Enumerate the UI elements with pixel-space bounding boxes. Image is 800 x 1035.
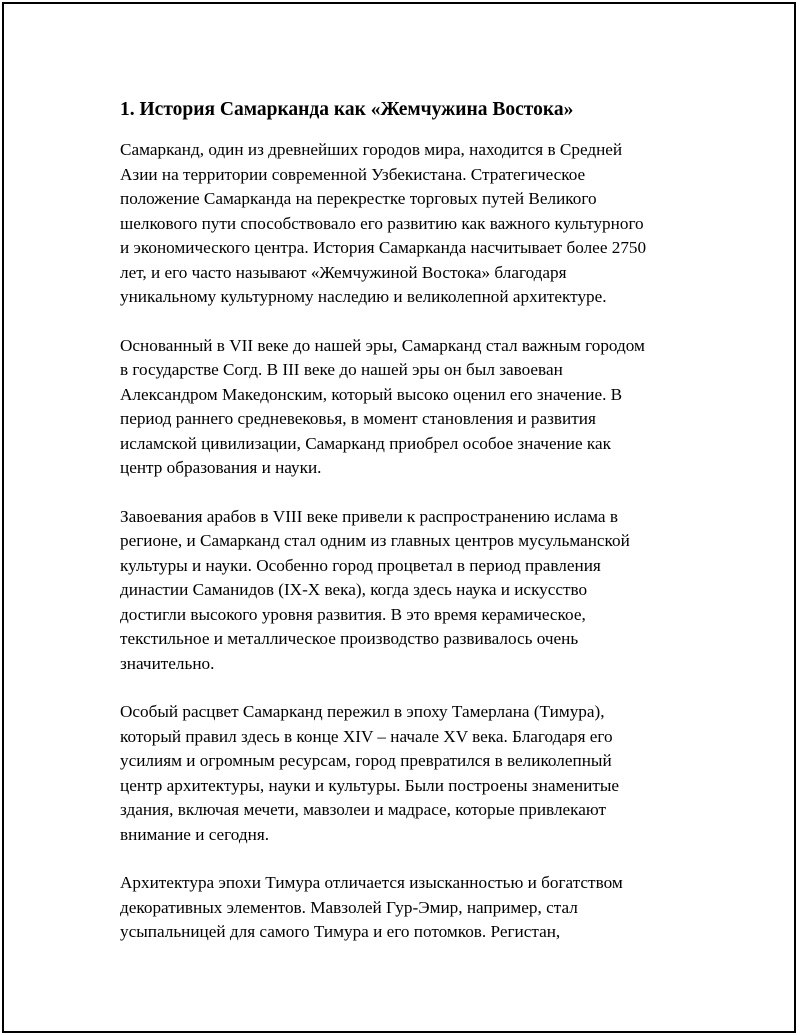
text-line: который правил здесь в конце XIV – начале XV века. Благодаря его: [120, 726, 613, 746]
text-line: текстильное и металлическое производство развивалось очень: [120, 629, 579, 648]
document-content: [120, 96, 692, 969]
text-line: Азии на территории современной Узбекистана. Стратегическое: [120, 164, 586, 184]
text-line: Самарканд, один из древнейших городов мира, находится в Средней: [120, 140, 623, 159]
text-line: династии Саманидов (IX-X века), когда здесь наука и искусство: [120, 580, 588, 599]
paragraph-4: [120, 700, 692, 847]
text-line: культуры и науки. Особенно город процветал в период правления: [120, 555, 601, 575]
text-line: Александром Македонским, который высоко оценил его значение. В: [120, 384, 623, 404]
paragraph-5: [120, 871, 692, 945]
text-line: декоративных элементов. Мавзолей Гур-Эмир, например, стал: [120, 897, 578, 917]
text-line: исламской цивилизации, Самарканд приобрел особое значение как: [120, 433, 611, 453]
paragraph-3: [120, 505, 692, 677]
text-line: положение Самарканда на перекрестке торговых путей Великого: [120, 189, 597, 208]
text-line: шелкового пути способствовало его развитию как важного культурного: [120, 213, 644, 233]
text-line: значительно.: [120, 653, 215, 673]
section-heading: 1. История Самарканда как «Жемчужина Востока»: [120, 99, 574, 120]
text-line: период раннего средневековья, в момент становления и развития: [120, 409, 596, 428]
text-line: Архитектура эпохи Тимура отличается изысканностью и богатством: [120, 873, 623, 892]
paragraph-1: [120, 138, 692, 310]
text-line: внимание и сегодня.: [120, 824, 270, 844]
text-line: центр архитектуры, науки и культуры. Были построены знаменитые: [120, 775, 620, 795]
document-page: [2, 2, 796, 1033]
text-line: Особый расцвет Самарканд пережил в эпоху Тамерлана (Тимура),: [120, 702, 605, 721]
text-line: центр образования и науки.: [120, 458, 322, 477]
text-line: достигли высокого уровня развития. В это время керамическое,: [120, 604, 586, 624]
text-line: лет, и его часто называют «Жемчужиной Востока» благодаря: [120, 262, 567, 282]
text-line: и экономического центра. История Самарканда насчитывает более 2750: [120, 238, 647, 257]
text-line: здания, включая мечети, мавзолеи и мадрасе, которые привлекают: [120, 800, 606, 819]
text-line: в государстве Согд. В III веке до нашей эры он был завоеван: [120, 360, 563, 379]
text-line: усыпальницей для самого Тимура и его потомков. Регистан,: [120, 922, 561, 941]
text-line: уникальному культурному наследию и великолепной архитектуре.: [120, 287, 607, 306]
text-line: регионе, и Самарканд стал одним из главных центров мусульманской: [120, 531, 630, 550]
text-line: Основанный в VII веке до нашей эры, Самарканд стал важным городом: [120, 335, 645, 355]
text-line: Завоевания арабов в VIII веке привели к распространению ислама в: [120, 506, 618, 526]
paragraph-2: [120, 334, 692, 481]
text-line: усилиям и огромным ресурсам, город превратился в великолепный: [120, 751, 612, 770]
